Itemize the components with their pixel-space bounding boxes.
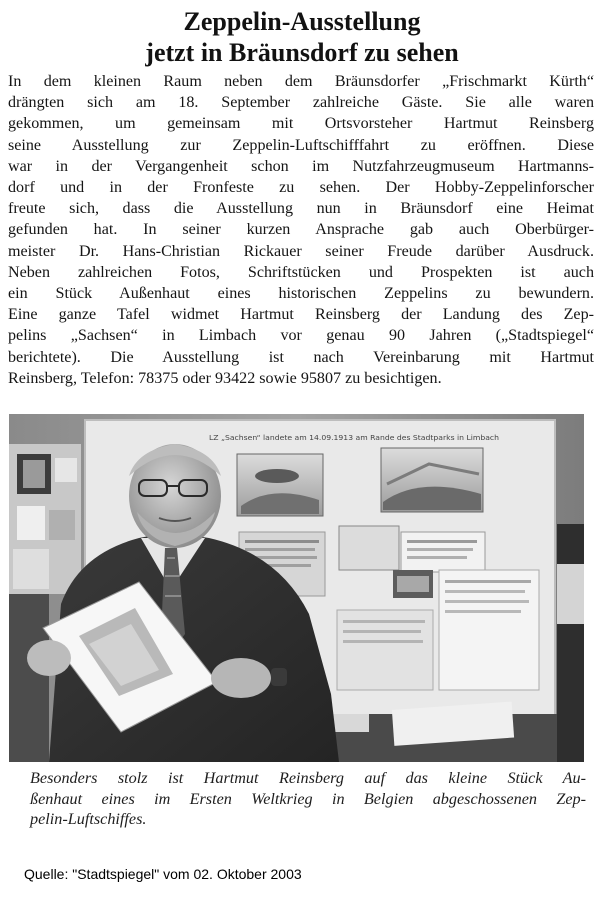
article-photo xyxy=(9,414,584,762)
body-line: Eine ganze Tafel widmet Hartmut Reinsberg der Landung des Zep- xyxy=(8,306,594,324)
body-line: gekommen, um gemeinsam mit Ortsvorsteher Hartmut Reinsberg xyxy=(8,115,594,133)
source-note: Quelle: "Stadtspiegel" vom 02. Oktober 2003 xyxy=(24,866,302,882)
photo-caption xyxy=(30,768,586,830)
caption-line: pelin-Luftschiffes. xyxy=(30,810,147,829)
caption-line: Besonders stolz ist Hartmut Reinsberg auf das kleine Stück Au- xyxy=(30,769,586,787)
body-line: Neben zahlreichen Fotos, Schriftstücken und Prospekten ist auch xyxy=(8,263,594,281)
article-body xyxy=(8,71,594,389)
body-line: freute sich, dass die Ausstellung nun in Bräunsdorf eine Heimat xyxy=(8,200,594,218)
headline-line-1: Zeppelin-Ausstellung xyxy=(183,7,421,36)
photo-illustration xyxy=(9,414,584,762)
body-line: berichtete). Die Ausstellung ist nach Vereinbarung mit Hartmut xyxy=(8,348,594,366)
body-line: Reinsberg, Telefon: 78375 oder 93422 sowie 95807 zu besichtigen. xyxy=(8,369,442,387)
body-line: seine Ausstellung zur Zeppelin-Luftschifffahrt zu eröffnen. Diese xyxy=(8,136,594,154)
board-heading: LZ „Sachsen“ landete am 14.09.1913 am Rande des Stadtparks in Limbach xyxy=(209,434,499,442)
body-line: war in der Vergangenheit schon im Nutzfahrzeugmuseum Hartmanns- xyxy=(8,157,594,175)
caption-line: ßenhaut eines im Ersten Weltkrieg in Belgien abgeschossenen Zep- xyxy=(30,789,586,808)
body-line: gefunden hat. In seiner kurzen Ansprache gab auch Oberbürger- xyxy=(8,221,594,239)
article-headline xyxy=(0,6,604,68)
body-line: In dem kleinen Raum neben dem Bräunsdorfer „Frischmarkt Kürth“ xyxy=(8,73,594,90)
body-line: drängten sich am 18. September zahlreiche Gäste. Sie alle waren xyxy=(8,94,594,112)
body-line: dorf und in der Fronfeste zu sehen. Der Hobby-Zeppelinforscher xyxy=(8,179,594,197)
body-line: ein Stück Außenhaut eines historischen Zeppelins zu bewundern. xyxy=(8,285,594,303)
body-line: pelins „Sachsen“ in Limbach vor genau 90 Jahren („Stadtspiegel“ xyxy=(8,327,594,345)
body-line: meister Dr. Hans-Christian Rickauer seiner Freude darüber Ausdruck. xyxy=(8,242,594,260)
headline-line-2: jetzt in Bräunsdorf zu sehen xyxy=(145,38,459,67)
